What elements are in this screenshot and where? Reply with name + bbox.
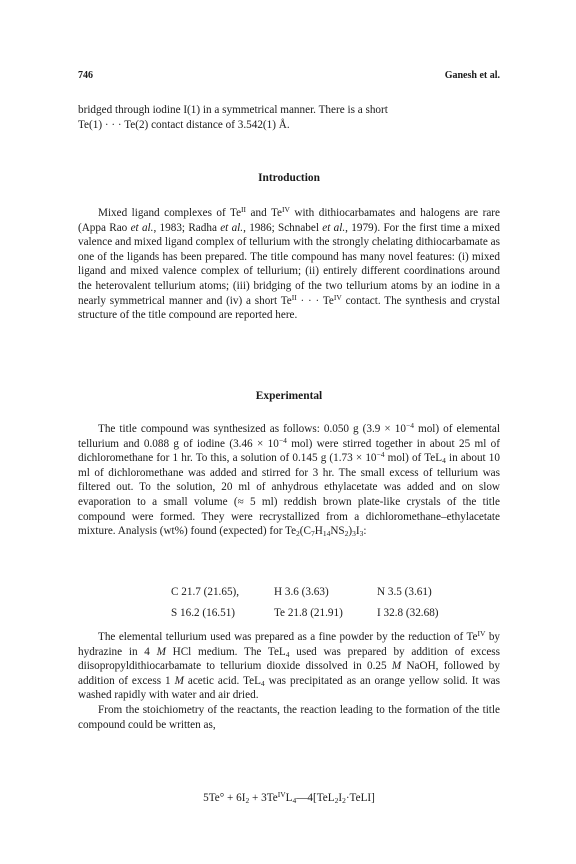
paragraph: The title compound was synthesized as follows: 0.050 g ($3.9 \times 10^{-4}$ mol) of elemental tellurium and 0.088 g of iodine ($3.46 \times 10^{-4}$ mol) were stirred together in about 25 ml of dichloromethane for 1 hr. To this, a solution of 0.145 g ($1.73 \times 10^{-4}$ mol) of TeL$_4$ in about 10 ml of dichloromethane was added and stirred for 3 hr. The small excess of tellurium was filtered out. To the solution, 20 ml of anhydrous ethylacetate was added and on slow evaporation to a small volume (≈ 5 ml) reddish brown plate-like crystals of the title compound were formed. They were recrystallized from a dichloromethane–ethylacetate mixture. Analysis (wt%) found (expected) for $Te_2(C_7H_{14}NS_2)_3I_3$: xyxy=(78,421,501,539)
experimental-paragraph-1 xyxy=(78,422,500,539)
paragraph: The elemental tellurium used was prepared as a fine powder by the reduction of $Te^{IV}$ by hydrazine in 4 M HCl medium. The TeL$_4$ used was prepared by addition of excess diisopropyldithiocarbamate to tellurium dioxide dissolved in 0.25 M NaOH, followed by addition of excess 1 M acetic acid. TeL$_4$ was precipitated as an orange yellow solid. It was washed rapidly with water and air dried. xyxy=(78,629,501,702)
running-head: Ganesh et al. xyxy=(444,70,500,81)
reaction-equation: $5Te^\circ + 6I_2$ + $3Te^{IV}L_4—4[TeL_2I_2\cdot TeLI]$ xyxy=(203,790,375,805)
analysis-te: Te 21.8 (21.91) xyxy=(274,607,343,619)
paragraph: From the stoichiometry of the reactants, the reaction leading to the formation of the title compound could be written as, xyxy=(78,703,500,731)
analysis-h: H 3.6 (3.63) xyxy=(274,586,329,598)
analysis-s: S 16.2 (16.51) xyxy=(171,607,236,619)
page-number: 746 xyxy=(78,70,93,81)
section-heading-experimental: Experimental xyxy=(255,390,323,402)
paragraph: Mixed ligand complexes of $Te^{II}$ and $Te^{IV}$ with dithiocarbamates and halogens are rare (Appa Rao et al., 1983; Radha et al., 1986; Schnabel et al., 1979). For the first time a mixed valence and mixed ligand complex of tellurium with the strongly chelating dithiocarbamate as one of the ligands has been prepared. The title compound has many novel features: (i) mixed ligand and mixed valence complex of tellurium; (ii) entirely different coordinations around the heterovalent tellurium atoms; (iii) bridging of the two tellurium atoms by an iodine in a nearly symmetrical manner and (iv) a short $Te^{II}$ · · · $Te^{IV}$ contact. The synthesis and crystal structure of the title compound are reported here. xyxy=(78,205,500,322)
page-header xyxy=(78,70,500,84)
analysis-i: I 32.8 (32.68) xyxy=(377,607,439,619)
analysis-n: N 3.5 (3.61) xyxy=(377,586,432,598)
section-heading-introduction: Introduction xyxy=(258,172,320,184)
introduction-paragraph xyxy=(78,206,500,323)
analysis-c: C 21.7 (21.65), xyxy=(171,586,240,598)
fragment-line-1: bridged through iodine I(1) in a symmetrical manner. There is a short xyxy=(78,104,388,116)
experimental-paragraph-2 xyxy=(78,630,500,732)
fragment-line-2: Te(1) · · · Te(2) contact distance of 3.542(1) Å. xyxy=(78,118,290,131)
elemental-analysis xyxy=(78,586,500,626)
abstract-fragment xyxy=(78,103,500,132)
